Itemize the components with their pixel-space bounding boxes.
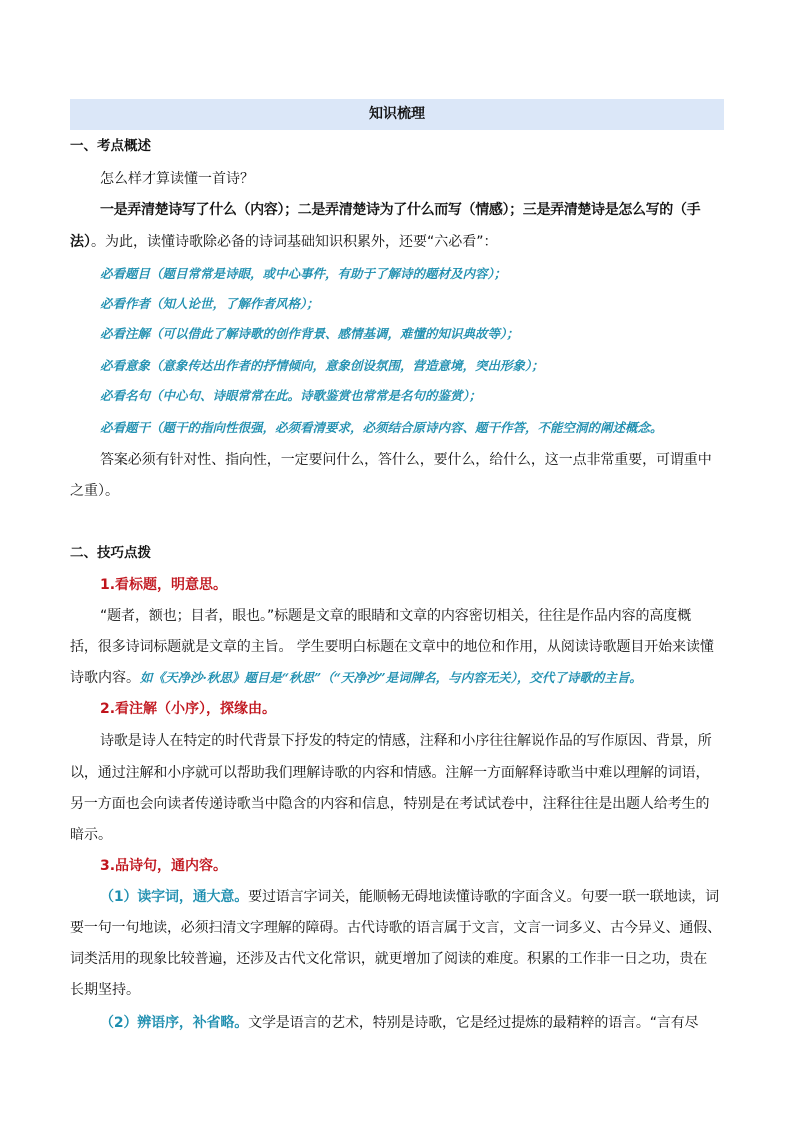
list-item: 必看名句（中心句、诗眼常常在此。诗歌鉴赏也常常是名句的鉴赏）； bbox=[100, 388, 482, 403]
para-1-line-1: 一是弄清楚诗写了什么（内容）；二是弄清楚诗为了什么而写（情感）；三是弄清楚诗是怎么写的（手 bbox=[100, 202, 701, 218]
para-2-line-1: 答案必须有针对性、指向性，一定要问什么，答什么，要什么，给什么，这一点非常重要，可谓重中 bbox=[100, 452, 712, 468]
section-1-heading: 一、考点概述 bbox=[70, 138, 151, 154]
tip-1-line-3-text: 诗歌内容。 bbox=[70, 670, 140, 686]
list-item: 必看题目（题目常常是诗眼，或中心事件，有助于了解诗的题材及内容）； bbox=[100, 266, 507, 281]
tip-2-heading: 2.看注解（小序），探缘由。 bbox=[100, 701, 277, 717]
tip-2-line-2: 以，通过注解和小序就可以帮助我们理解诗歌的内容和情感。注解一方面解释诗歌当中难以理解的词语， bbox=[70, 765, 710, 781]
tip-3-heading: 3.品诗句，通内容。 bbox=[100, 858, 228, 874]
section-2-heading: 二、技巧点拨 bbox=[70, 545, 151, 561]
para-1-line-2 bbox=[70, 232, 498, 252]
page-title: 知识梳理 bbox=[70, 99, 724, 130]
sub-1-line-4: 长期坚持。 bbox=[70, 982, 140, 998]
sub-1-label: （1）读字词，通大意。 bbox=[100, 889, 249, 905]
question-line: 怎么样才算读懂一首诗？ bbox=[100, 171, 254, 187]
sub-1-text: 要过语言字词关，能顺畅无碍地读懂诗歌的字面含义。句要一联一联地读，词 bbox=[248, 889, 719, 905]
list-item: 必看注解（可以借此了解诗歌的创作背景、感情基调，难懂的知识典故等）； bbox=[100, 326, 519, 341]
tip-2-line-4: 暗示。 bbox=[70, 827, 112, 843]
tip-1-example: 如《天净沙·秋思》题目是“秋思”（“天净沙”是词牌名，与内容无关），交代了诗歌的主旨。 bbox=[140, 670, 642, 685]
list-item: 必看意象（意象传达出作者的抒情倾向，意象创设氛围，营造意境，突出形象）； bbox=[100, 358, 544, 373]
para-2-line-2: 之重）。 bbox=[70, 483, 119, 499]
sub-1-line-3: 词类活用的现象比较普遍，还涉及古代文化常识，就更增加了阅读的难度。积累的工作非一日之功，贵在 bbox=[70, 951, 708, 967]
sub-2-text: 文学是语言的艺术，特别是诗歌，它是经过提炼的最精粹的语言。“言有尽 bbox=[248, 1015, 699, 1031]
sub-2-line-1 bbox=[100, 1013, 698, 1033]
tip-1-line-1: “题者，额也；目者，眼也。”标题是文章的眼睛和文章的内容密切相关，往往是作品内容的高度概 bbox=[100, 608, 692, 624]
sub-1-line-2: 要一句一句地读，必须扫清文字理解的障碍。古代诗歌的语言属于文言，文言一词多义、古今异义、通假、 bbox=[70, 920, 721, 936]
sub-1-line-1 bbox=[100, 887, 719, 907]
list-item: 必看作者（知人论世，了解作者风格）； bbox=[100, 296, 319, 311]
tip-1-line-3 bbox=[70, 668, 642, 688]
para-1-bold-text: 法） bbox=[70, 234, 91, 250]
sub-2-label: （2）辨语序，补省略。 bbox=[100, 1015, 249, 1031]
para-1-rest: 。为此，读懂诗歌除必备的诗词基础知识积累外，还要“六必看”： bbox=[91, 234, 498, 250]
tip-2-line-1: 诗歌是诗人在特定的时代背景下抒发的特定的情感，注释和小序往往解说作品的写作原因、背景，所 bbox=[100, 733, 712, 749]
tip-2-line-3: 另一方面也会向读者传递诗歌当中隐含的内容和信息，特别是在考试试卷中，注释往往是出题人给考生的 bbox=[70, 796, 710, 812]
tip-1-heading: 1.看标题，明意思。 bbox=[100, 577, 228, 593]
tip-1-line-2: 括，很多诗词标题就是文章的主旨。 学生要明白标题在文章中的地位和作用，从阅读诗歌题目开始来读懂 bbox=[70, 639, 714, 655]
list-item: 必看题干（题干的指向性很强，必须看清要求，必须结合原诗内容、题干作答，不能空洞的阐述概念。 bbox=[100, 420, 663, 435]
